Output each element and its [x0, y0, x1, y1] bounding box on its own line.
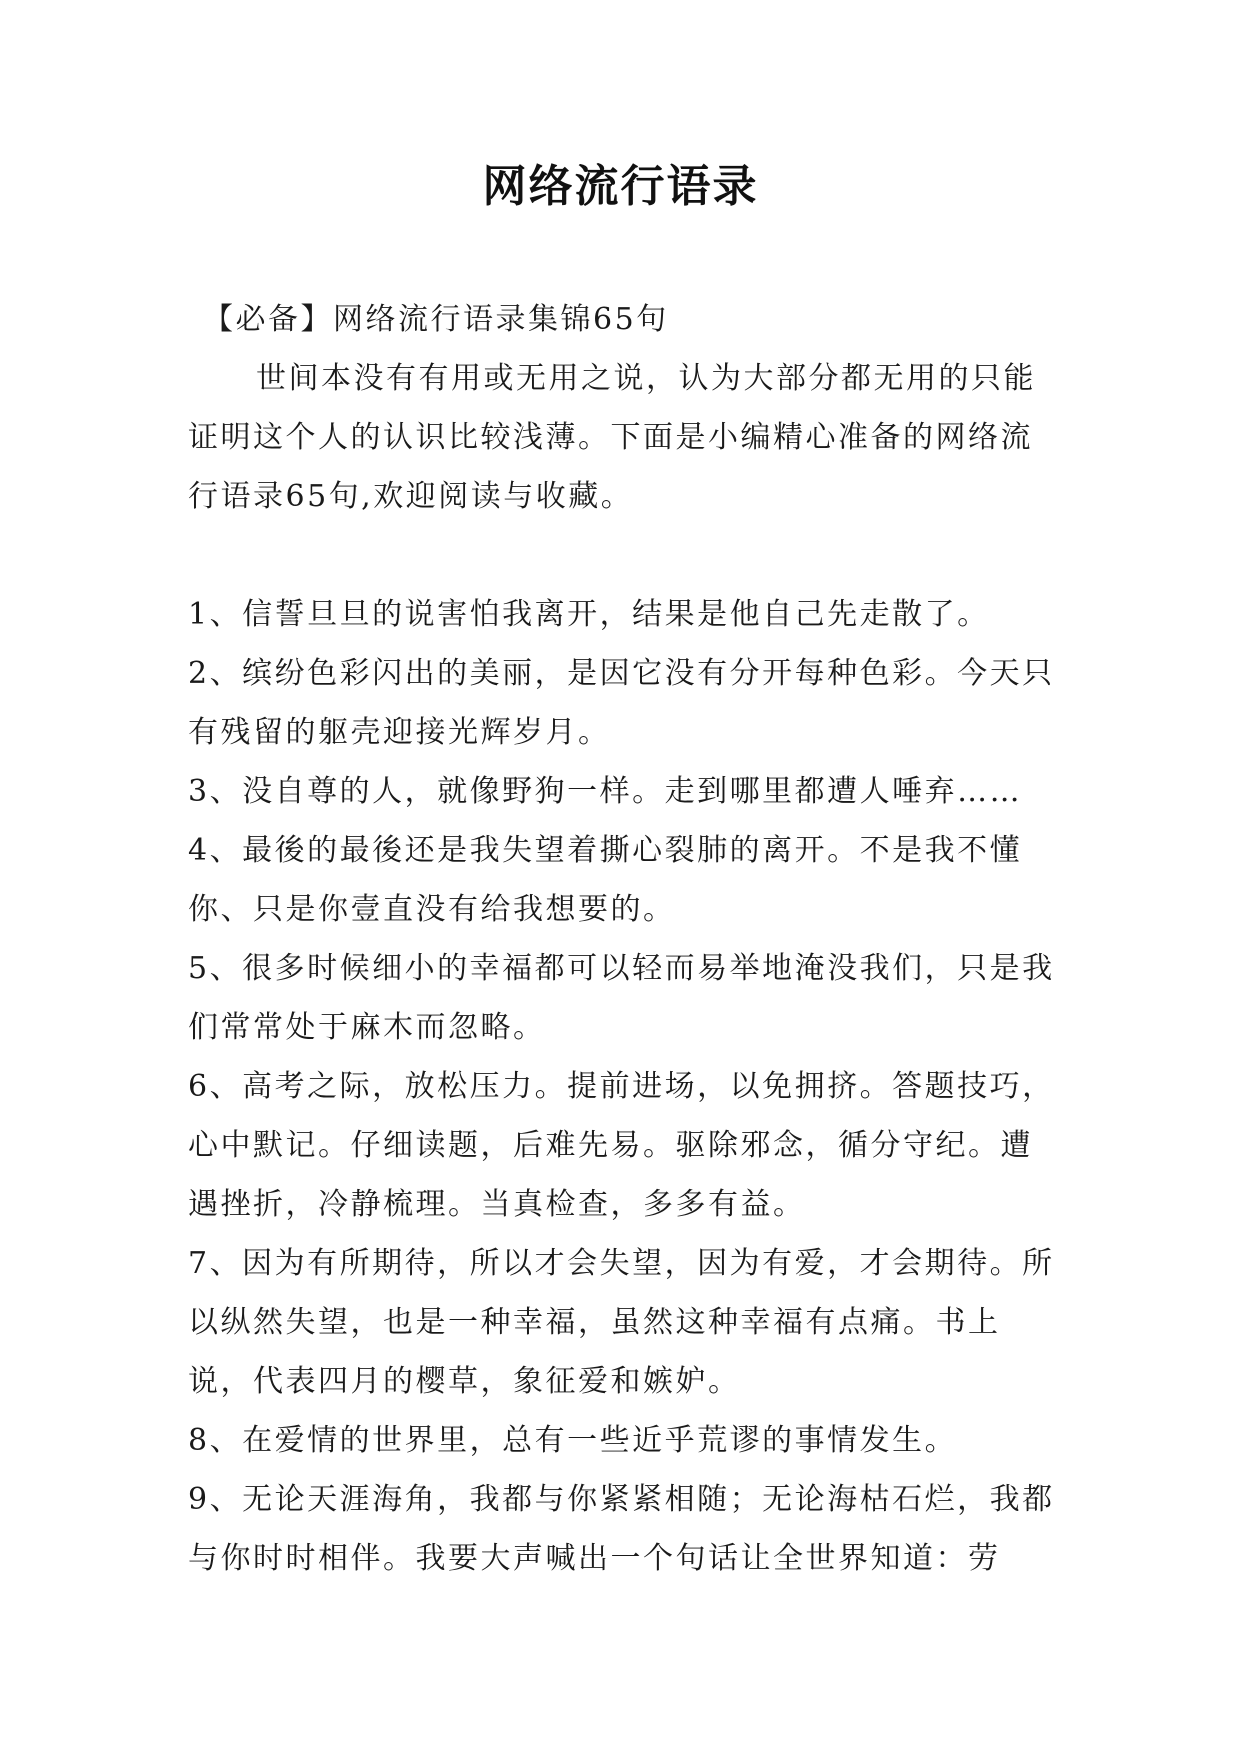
document-body	[188, 290, 1056, 1588]
document-subtitle: 【必备】网络流行语录集锦65句	[203, 302, 669, 337]
quote-item-3: 3、没自尊的人，就像野狗一样。走到哪里都遭人唾弃……	[188, 774, 1023, 809]
quote-item-4: 4、最後的最後还是我失望着撕心裂肺的离开。不是我不懂你、只是你壹直没有给我想要的。	[188, 833, 1023, 927]
quote-item-2: 2、缤纷色彩闪出的美丽，是因它没有分开每种色彩。今天只有残留的躯壳迎接光辉岁月。	[188, 656, 1055, 750]
quote-item-6: 6、高考之际，放松压力。提前进场，以免拥挤。答题技巧，心中默记。仔细读题，后难先易。驱除邪念，循分守纪。遭遇挫折，冷静梳理。当真检查，多多有益。	[188, 1069, 1055, 1222]
quote-item-5: 5、很多时候细小的幸福都可以轻而易举地淹没我们，只是我们常常处于麻木而忽略。	[188, 951, 1055, 1045]
quote-item-7: 7、因为有所期待，所以才会失望，因为有爱，才会期待。所以纵然失望，也是一种幸福，虽然这种幸福有点痛。书上说，代表四月的樱草，象征爱和嫉妒。	[188, 1246, 1055, 1399]
quote-item-1: 1、信誓旦旦的说害怕我离开，结果是他自己先走散了。	[188, 597, 990, 632]
intro-paragraph: 世间本没有有用或无用之说，认为大部分都无用的只能证明这个人的认识比较浅薄。下面是小编精心准备的网络流行语录65句,欢迎阅读与收藏。	[188, 361, 1036, 514]
paragraph-spacer	[188, 526, 1056, 585]
quote-item-8: 8、在爱情的世界里，总有一些近乎荒谬的事情发生。	[188, 1423, 958, 1458]
quote-item-9: 9、无论天涯海角，我都与你紧紧相随；无论海枯石烂，我都与你时时相伴。我要大声喊出一个句话让全世界知道：劳	[188, 1482, 1055, 1576]
document-title: 网络流行语录	[482, 161, 759, 212]
